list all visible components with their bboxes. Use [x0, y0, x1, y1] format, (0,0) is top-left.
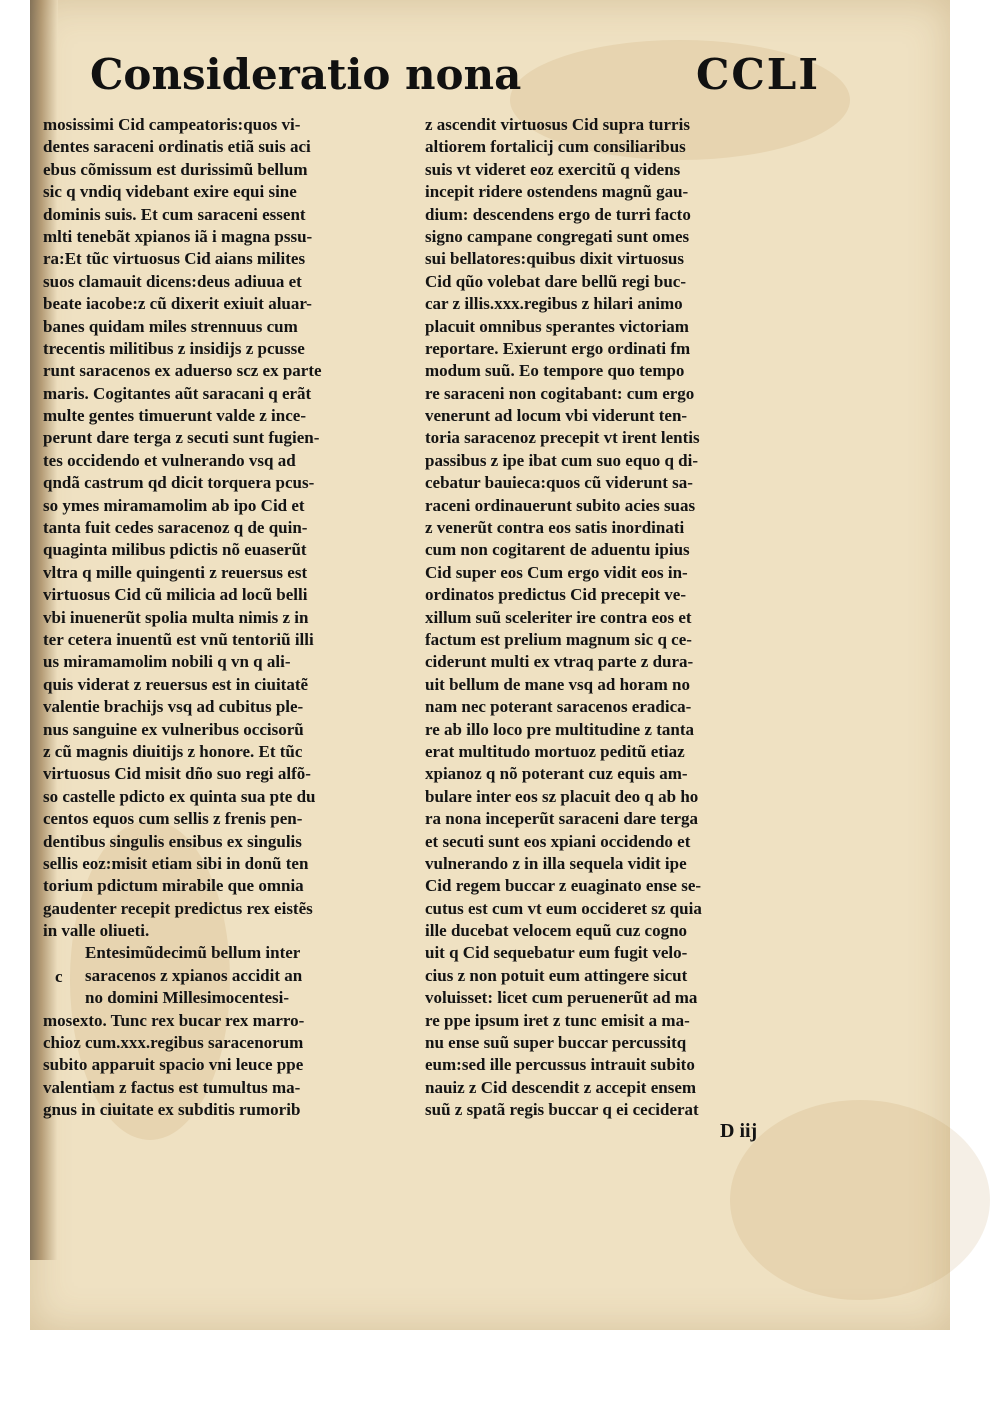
text-line: mosissimi Cid campeatoris:quos vi-: [43, 115, 301, 134]
text-line: dentes saraceni ordinatis etiã suis aci: [43, 137, 311, 157]
text-line: maris. Cogitantes aũt saracani q erãt: [43, 383, 312, 403]
text-line: Entesimũdecimũ bellum inter: [85, 943, 301, 963]
text-line: valentie brachijs vsq ad cubitus ple-: [43, 697, 304, 717]
text-line: xpianoz q nõ poterant cuz equis am-: [425, 764, 688, 784]
text-line: sui bellatores:quibus dixit virtuosus: [425, 249, 685, 269]
text-line: in valle oliueti.: [43, 921, 150, 941]
text-line: signo campane congregati sunt omes: [425, 226, 690, 246]
text-line: erat multitudo mortuoz peditũ etiaz: [425, 741, 685, 761]
text-line: dium: descendens ergo de turri facto: [425, 204, 691, 224]
text-line: ebus cõmissum est durissimũ bellum: [43, 159, 308, 179]
text-line: ciderunt multi ex vtraq parte z dura-: [425, 652, 694, 672]
text-line: virtuosus Cid misit dño suo regi alfõ-: [43, 764, 311, 784]
text-line: modum suũ. Eo tempore quo tempo: [425, 361, 685, 381]
text-line: toria saracenoz precepit vt irent lentis: [425, 428, 700, 448]
text-line: sic q vndiq videbant exire equi sine: [43, 182, 297, 202]
text-line: Cid regem buccar z euaginato ense se-: [425, 876, 702, 896]
text-line: ra nona inceperũt saraceni dare terga: [425, 809, 699, 829]
text-line: so castelle pdicto ex quinta sua pte du: [43, 786, 316, 806]
text-line: vbi inuenerũt spolia multa nimis z in: [43, 607, 309, 627]
text-line: xillum suũ sceleriter ire contra eos et: [425, 607, 692, 627]
text-line: voluisset: licet cum peruenerũt ad ma: [425, 988, 698, 1008]
text-line: venerunt ad locum vbi viderunt ten-: [425, 406, 688, 426]
text-line: car z illis.xxx.regibus z hilari animo: [425, 294, 683, 314]
text-line: perunt dare terga z secuti sunt fugien-: [43, 428, 320, 448]
text-line: Cid super eos Cum ergo vidit eos in-: [425, 562, 688, 582]
text-line: virtuosus Cid cũ milicia ad locũ belli: [43, 585, 308, 605]
text-line: ter cetera inuentũ est vnũ tentoriũ illi: [43, 629, 314, 649]
text-line: us miramamolim nobili q vn q ali-: [43, 652, 291, 672]
text-line: placuit omnibus sperantes victoriam: [425, 316, 689, 336]
text-line: gaudenter recepit predictus rex eistẽs: [43, 898, 313, 918]
text-line: re ppe ipsum iret z tunc emisit a ma-: [425, 1010, 690, 1030]
text-line: et secuti sunt eos xpiani occidendo et: [425, 831, 691, 851]
text-line: cebatur bauieca:quos cũ viderunt sa-: [425, 473, 693, 493]
text-line: cius z non potuit eum attingere sicut: [425, 965, 688, 985]
text-line: bulare inter eos sz placuit deo q ab ho: [425, 786, 699, 806]
text-line: uit bellum de mane vsq ad horam no: [425, 674, 690, 694]
text-line: banes quidam miles strennuus cum: [43, 316, 298, 336]
running-title: Consideratio nona: [90, 50, 522, 99]
folio-number: CCLI: [695, 50, 820, 99]
text-line: suis vt videret eoz exercitũ q videns: [425, 159, 681, 179]
text-line: nus sanguine ex vulneribus occisorũ: [43, 719, 304, 739]
text-line: z venerũt contra eos satis inordinati: [425, 518, 685, 538]
text-line: re saraceni non cogitabant: cum ergo: [425, 383, 695, 403]
text-line: raceni ordinauerunt subito acies suas: [425, 495, 696, 515]
text-line: trecentis militibus z insidijs z pcusse: [43, 338, 305, 358]
text-line: multe gentes timuerunt valde z ince-: [43, 406, 306, 426]
text-line: saracenos z xpianos accidit an: [85, 965, 303, 985]
text-line: Cid qũo volebat dare bellũ regi buc-: [425, 271, 687, 291]
text-line: dentibus singulis ensibus ex singulis: [43, 831, 302, 851]
text-line: vltra q mille quingenti z reuersus est: [43, 562, 308, 582]
text-line: cutus est cum vt eum occideret sz quia: [425, 898, 702, 918]
text-line: chioz cum.xxx.regibus saracenorum: [43, 1033, 304, 1053]
text-line: ordinatos predictus Cid precepit ve-: [425, 585, 686, 605]
running-head: [90, 40, 820, 110]
text-line: factum est prelium magnum sic q ce-: [425, 629, 692, 649]
text-line: quis viderat z reuersus est in ciuitatẽ: [43, 674, 309, 694]
text-line: re ab illo loco pre multitudine z tanta: [425, 719, 695, 739]
text-line: nu ense suũ super buccar percussitq: [425, 1033, 687, 1053]
catchword: D iij: [720, 1120, 758, 1142]
left-column: [43, 114, 393, 1122]
text-line: torium pdictum mirabile que omnia: [43, 876, 304, 896]
text-line: z ascendit virtuosus Cid supra turris: [425, 115, 690, 134]
text-line: mlti tenebãt xpianos iã i magna pssu-: [43, 226, 313, 246]
text-line: nam nec poterant saracenos eradica-: [425, 697, 692, 717]
text-line: tes occidendo et vulnerando vsq ad: [43, 450, 296, 470]
text-line: passibus z ipe ibat cum suo equo q di-: [425, 450, 699, 470]
text-line: vulnerando z in illa sequela vidit ipe: [425, 853, 687, 873]
text-line: mosexto. Tunc rex bucar rex marro-: [43, 1010, 305, 1030]
chapter-initial: c: [55, 967, 63, 986]
text-line: cum non cogitarent de aduentu ipius: [425, 540, 690, 560]
paper-stain: [730, 1100, 990, 1300]
text-line: subito apparuit spacio vni leuce ppe: [43, 1055, 304, 1075]
text-line: uit q Cid sequebatur eum fugit velo-: [425, 943, 688, 963]
text-line: beate iacobe:z cũ dixerit exiuit aluar-: [43, 294, 312, 314]
text-line: reportare. Exierunt ergo ordinati fm: [425, 338, 691, 358]
text-line: runt saracenos ex aduerso scz ex parte: [43, 361, 322, 381]
text-line: sellis eoz:misit etiam sibi in donũ ten: [43, 853, 309, 873]
text-line: no domini Millesimocentesi-: [85, 988, 289, 1008]
text-line: eum:sed ille percussus intrauit subito: [425, 1055, 695, 1075]
text-line: centos equos cum sellis z frenis pen-: [43, 809, 303, 829]
text-line: nauiz z Cid descendit z accepit ensem: [425, 1077, 697, 1097]
text-line: suũ z spatã regis buccar q ei ceciderat: [425, 1100, 699, 1120]
text-line: quaginta milibus pdictis nõ euaserũt: [43, 540, 307, 560]
text-line: qndã castrum qd dicit torquera pcus-: [43, 473, 315, 493]
text-line: valentiam z factus est tumultus ma-: [43, 1077, 301, 1097]
text-line: suos clamauit dicens:deus adiuua et: [43, 271, 302, 291]
text-line: altiorem fortalicij cum consiliaribus: [425, 137, 686, 157]
text-line: z cũ magnis diuitijs z honore. Et tũc: [43, 741, 303, 761]
text-line: gnus in ciuitate ex subditis rumorib: [43, 1100, 301, 1120]
text-line: ille ducebat velocem equũ cuz cogno: [425, 921, 688, 941]
text-line: tanta fuit cedes saracenoz q de quin-: [43, 518, 308, 538]
text-line: dominis suis. Et cum saraceni essent: [43, 204, 306, 224]
text-line: incepit ridere ostendens magnũ gau-: [425, 182, 689, 202]
right-column: [425, 114, 775, 1122]
text-line: so ymes miramamolim ab ipo Cid et: [43, 495, 305, 515]
text-line: ra:Et tũc virtuosus Cid aians milites: [43, 249, 306, 269]
